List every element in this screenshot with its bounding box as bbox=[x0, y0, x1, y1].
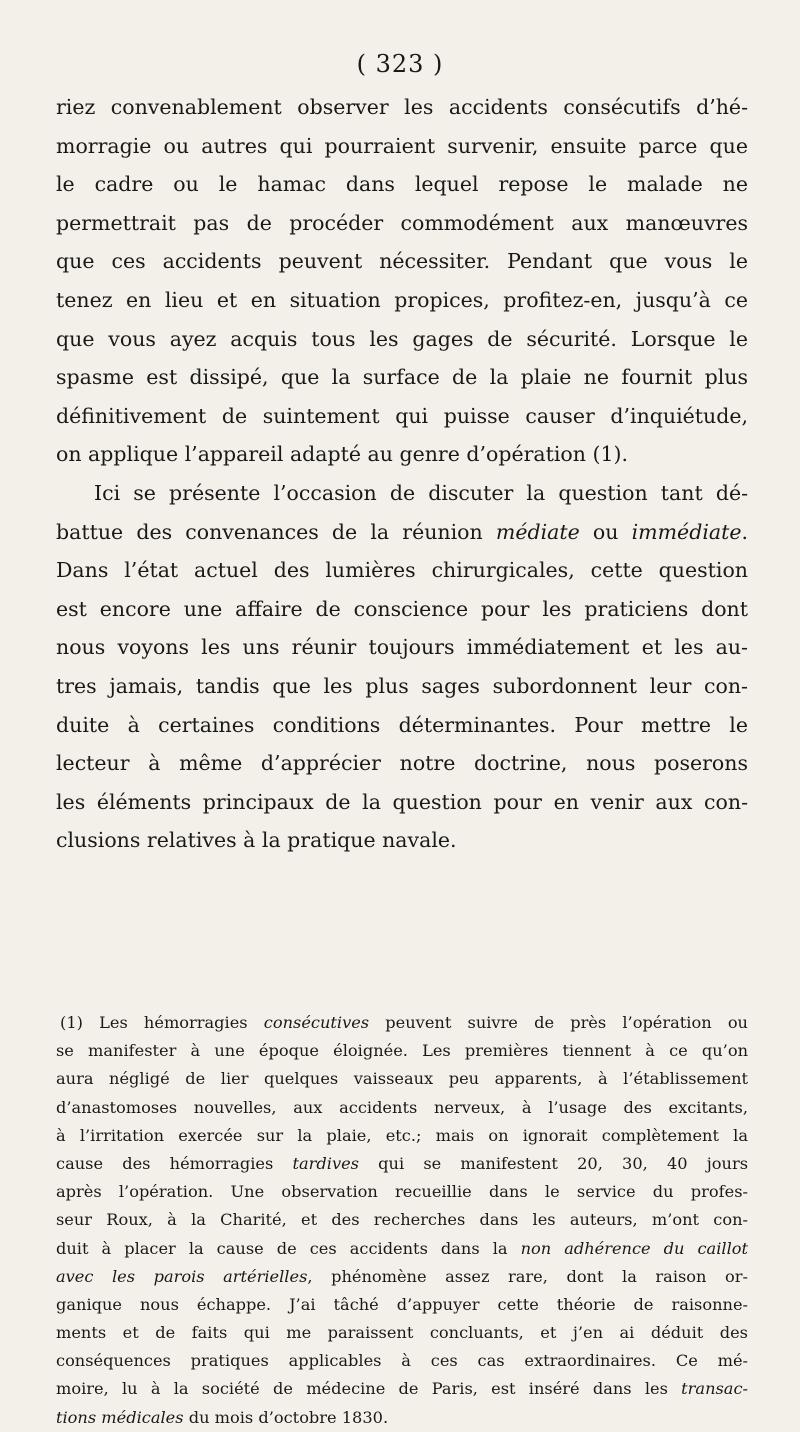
footnote-line: à l’irritation exercée sur la plaie, etc.; mais on ignorait complètement la bbox=[56, 1125, 748, 1145]
body-line: nous voyons les uns réunir toujours immédiatement et les au- bbox=[56, 635, 748, 660]
footnote-line: ganique nous échappe. J’ai tâché d’appuyer cette théorie de raisonne- bbox=[56, 1294, 748, 1314]
body-line: tenez en lieu et en situation propices, profitez-en, jusqu’à ce bbox=[56, 287, 748, 312]
footnote-line: après l’opération. Une observation recueillie dans le service du profes- bbox=[56, 1182, 748, 1202]
italic-text: tardives bbox=[292, 1153, 359, 1173]
body-line bbox=[56, 513, 748, 552]
footnote-line: conséquences pratiques applicables à ces cas extraordinaires. Ce mé- bbox=[56, 1351, 748, 1371]
body-line: spasme est dissipé, que la surface de la plaie ne fournit plus bbox=[56, 365, 748, 390]
footnote-line bbox=[56, 1009, 748, 1037]
footnote-line: aura négligé de lier quelques vaisseaux peu apparents, à l’établissement bbox=[56, 1069, 748, 1089]
footnote-line bbox=[56, 1404, 748, 1432]
body-line: est encore une affaire de conscience pour les praticiens dont bbox=[56, 596, 748, 621]
italic-text: non adhérence du caillot bbox=[520, 1238, 748, 1258]
body-line: le cadre ou le hamac dans lequel repose le malade ne bbox=[56, 172, 748, 197]
footnote-line bbox=[56, 1375, 748, 1403]
body-line: on applique l’appareil adapté au genre d’opération (1). bbox=[56, 442, 629, 467]
italic-text: transac- bbox=[681, 1379, 748, 1399]
body-line: Dans l’état actuel des lumières chirurgicales, cette question bbox=[56, 558, 748, 583]
body-line: définitivement de suintement qui puisse causer d’inquiétude, bbox=[56, 403, 748, 428]
body-line: clusions relatives à la pratique navale. bbox=[56, 828, 457, 853]
body-line: que vous ayez acquis tous les gages de sécurité. Lorsque le bbox=[56, 326, 748, 351]
text-span: du mois d’octobre 1830. bbox=[183, 1407, 389, 1427]
body-text bbox=[56, 88, 748, 860]
text-span: qui se manifestent 20, 30, 40 jours bbox=[358, 1153, 748, 1173]
text-span: , phénomène assez rare, dont la raison or- bbox=[307, 1266, 748, 1286]
footnote-line: seur Roux, à la Charité, et des recherches dans les auteurs, m’ont con- bbox=[56, 1210, 748, 1230]
body-line: Ici se présente l’occasion de discuter la question tant dé- bbox=[94, 480, 748, 505]
text-span: cause des hémorragies bbox=[56, 1153, 293, 1173]
footnote bbox=[56, 1009, 748, 1432]
page-number: ( 323 ) bbox=[356, 50, 444, 78]
italic-text: médiate bbox=[495, 519, 580, 544]
text-span: (1) Les hémorragies bbox=[60, 1013, 264, 1032]
text-span: battue des convenances de la réunion bbox=[56, 519, 496, 544]
body-line: permettrait pas de procéder commodément aux manœuvres bbox=[56, 210, 748, 235]
body-line: que ces accidents peuvent nécessiter. Pendant que vous le bbox=[56, 249, 748, 274]
body-line: lecteur à même d’apprécier notre doctrine, nous poserons bbox=[56, 751, 748, 776]
text-span: ou bbox=[579, 519, 632, 544]
italic-text: tions médicales bbox=[56, 1407, 184, 1427]
text-span: peuvent suivre de près l’opération ou bbox=[369, 1013, 748, 1032]
text-span: duit à placer la cause de ces accidents dans la bbox=[56, 1238, 521, 1258]
body-line: les éléments principaux de la question pour en venir aux con- bbox=[56, 789, 748, 814]
footnote-line bbox=[56, 1235, 748, 1263]
body-line: tres jamais, tandis que les plus sages subordonnent leur con- bbox=[56, 673, 748, 698]
italic-text: consécutives bbox=[263, 1013, 370, 1032]
body-line: morragie ou autres qui pourraient survenir, ensuite parce que bbox=[56, 133, 748, 158]
body-line: duite à certaines conditions déterminantes. Pour mettre le bbox=[56, 712, 748, 737]
text-span: . bbox=[741, 519, 748, 544]
italic-text: immédiate bbox=[631, 519, 742, 544]
footnote-line: ments et de faits qui me paraissent concluants, et j’en ai déduit des bbox=[56, 1323, 748, 1343]
text-span: moire, lu à la société de médecine de Paris, est inséré dans les bbox=[56, 1379, 682, 1399]
body-line: riez convenablement observer les accidents consécutifs d’hé- bbox=[56, 95, 748, 119]
footnote-line: se manifester à une époque éloignée. Les premières tiennent à ce qu’on bbox=[56, 1041, 748, 1061]
italic-text: avec les parois artérielles bbox=[56, 1266, 308, 1286]
footnote-line bbox=[56, 1150, 748, 1178]
footnote-line bbox=[56, 1263, 748, 1291]
footnote-line: d’anastomoses nouvelles, aux accidents nerveux, à l’usage des excitants, bbox=[56, 1097, 748, 1117]
